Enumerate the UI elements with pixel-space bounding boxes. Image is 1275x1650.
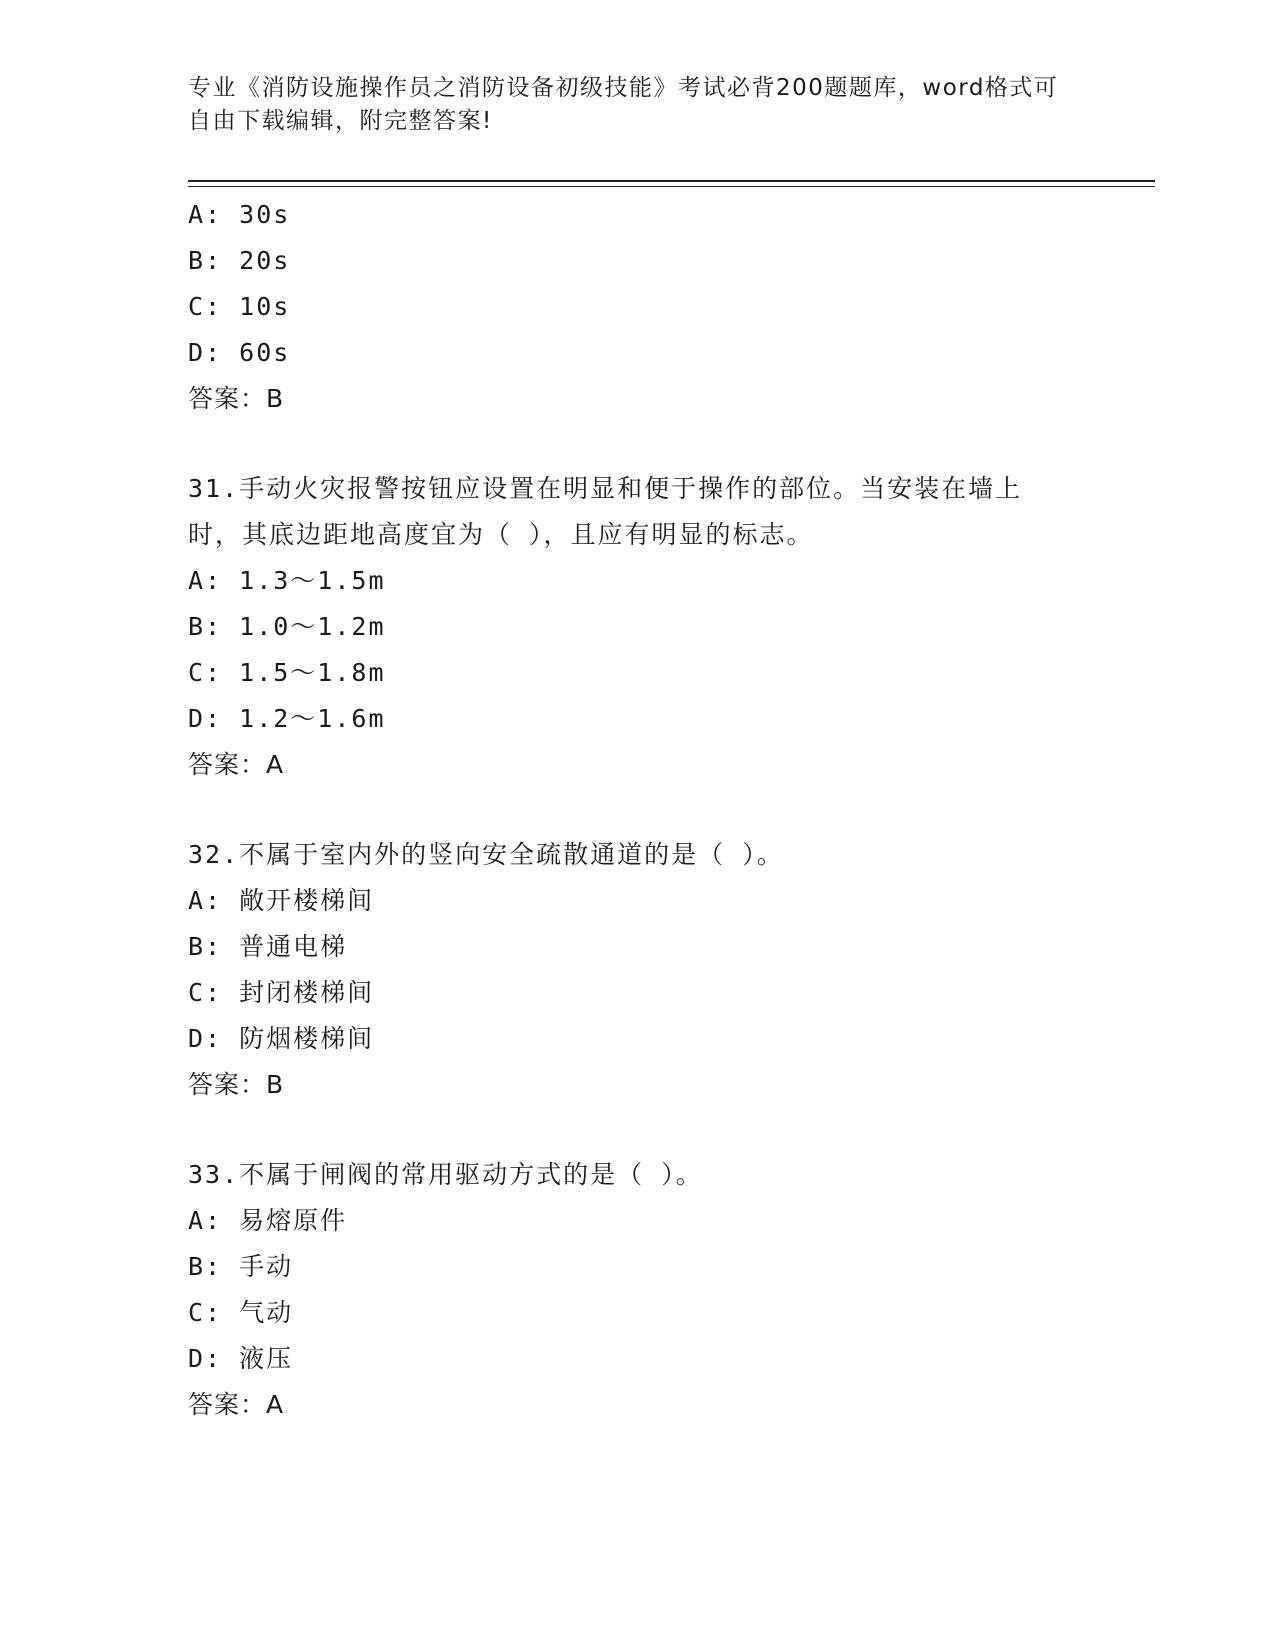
option-d: D: 液压 xyxy=(188,1344,294,1373)
answer-line: 答案：B xyxy=(188,384,285,413)
question-33 xyxy=(188,1152,1138,1428)
spacer xyxy=(188,788,1138,832)
option-b: B: 1.0～1.2m xyxy=(188,612,386,641)
option-b: B: 手动 xyxy=(188,1252,294,1281)
option-b: B: 20s xyxy=(188,246,291,275)
option-d: D: 1.2～1.6m xyxy=(188,704,386,733)
question-list xyxy=(188,192,1138,1428)
header-divider-top xyxy=(188,180,1155,182)
question-30 xyxy=(188,192,1138,422)
option-a: A: 30s xyxy=(188,200,291,229)
header-divider-bottom xyxy=(188,186,1155,187)
option-b: B: 普通电梯 xyxy=(188,932,348,961)
option-d: D: 60s xyxy=(188,338,291,367)
question-31 xyxy=(188,466,1138,788)
spacer xyxy=(188,422,1138,466)
question-32 xyxy=(188,832,1138,1108)
header-line-2: 自由下载编辑，附完整答案! xyxy=(188,108,493,134)
option-a: A: 易熔原件 xyxy=(188,1206,348,1235)
question-stem: 33.不属于闸阀的常用驱动方式的是（ ）。 xyxy=(188,1160,703,1189)
question-stem-line-2: 时，其底边距地高度宜为（ ），且应有明显的标志。 xyxy=(188,520,814,549)
option-c: C: 10s xyxy=(188,292,291,321)
answer-line: 答案：A xyxy=(188,1390,285,1419)
question-stem-line-1: 31.手动火灾报警按钮应设置在明显和便于操作的部位。当安装在墙上 xyxy=(188,474,1023,503)
option-c: C: 封闭楼梯间 xyxy=(188,978,375,1007)
question-stem: 32.不属于室内外的竖向安全疏散通道的是（ ）。 xyxy=(188,840,784,869)
document-header xyxy=(188,72,1088,138)
answer-line: 答案：A xyxy=(188,750,285,779)
option-c: C: 气动 xyxy=(188,1298,294,1327)
spacer xyxy=(188,1108,1138,1152)
answer-line: 答案：B xyxy=(188,1070,285,1099)
option-a: A: 1.3～1.5m xyxy=(188,566,386,595)
question-stem xyxy=(188,466,1138,558)
option-d: D: 防烟楼梯间 xyxy=(188,1024,375,1053)
header-line-1: 专业《消防设施操作员之消防设备初级技能》考试必背200题题库，word格式可 xyxy=(188,75,1059,101)
option-c: C: 1.5～1.8m xyxy=(188,658,386,687)
option-a: A: 敞开楼梯间 xyxy=(188,886,375,915)
